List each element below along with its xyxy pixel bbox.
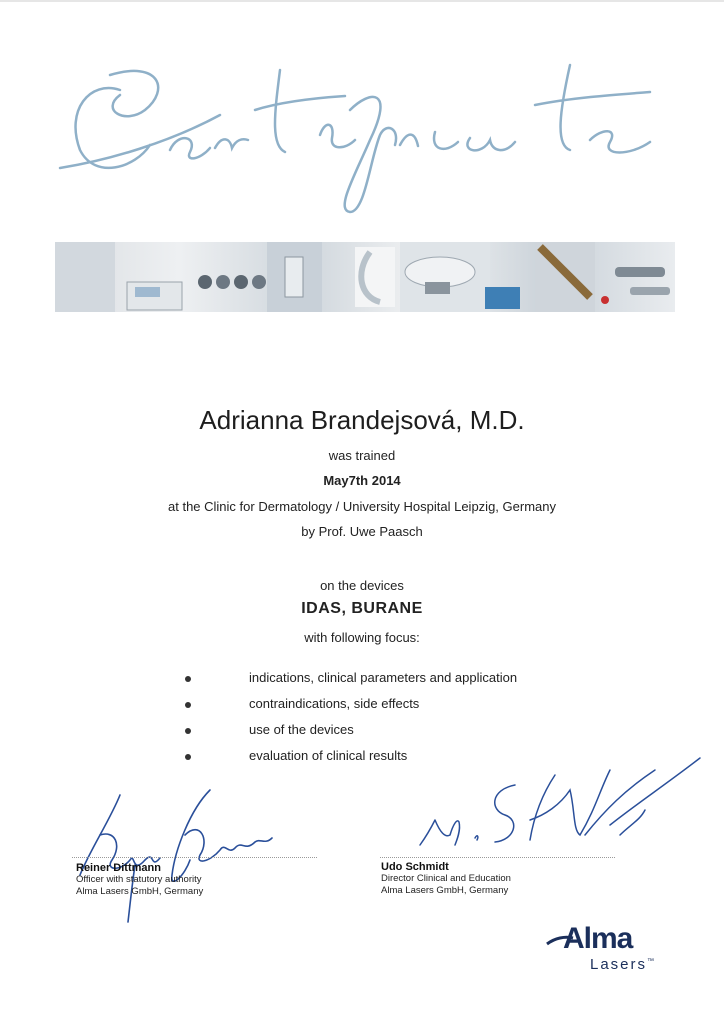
signer-schmidt <box>381 861 511 897</box>
logo-brand: Alma <box>563 922 633 955</box>
recipient-name: Adrianna Brandejsová, M.D. <box>199 405 525 435</box>
signature-line-right <box>380 857 615 858</box>
focus-intro: with following focus: <box>304 630 420 645</box>
bullet-icon <box>185 728 191 734</box>
logo-sub: Lasers™ <box>590 956 655 973</box>
signer-company: Alma Lasers GmbH, Germany <box>381 885 509 896</box>
signer-dittmann <box>76 862 203 898</box>
signer-title: Director Clinical and Education <box>381 873 511 884</box>
list-item: indications, clinical parameters and application <box>185 670 645 696</box>
bullet-icon <box>185 676 191 682</box>
top-border <box>0 0 724 2</box>
devices-list: IDAS, BURANE <box>301 600 423 617</box>
trained-text: was trained <box>328 448 396 463</box>
bullet-icon <box>185 754 191 760</box>
certificate-title-script <box>50 50 670 220</box>
alma-lasers-logo <box>545 922 665 982</box>
signature-line-left <box>72 857 317 858</box>
trainer-text: by Prof. Uwe Paasch <box>301 524 423 539</box>
list-item: contraindications, side effects <box>185 696 645 722</box>
signature-schmidt <box>395 750 705 860</box>
signer-title: Officer with statutory authority <box>76 874 202 885</box>
on-devices-text: on the devices <box>320 578 404 593</box>
training-date: May7th 2014 <box>323 473 401 488</box>
signer-company: Alma Lasers GmbH, Germany <box>76 886 204 897</box>
signer-name: Reiner Dittmann <box>76 862 161 874</box>
list-item: use of the devices <box>185 722 645 748</box>
signer-name: Udo Schmidt <box>381 861 449 873</box>
device-photo-strip <box>55 242 675 312</box>
training-location: at the Clinic for Dermatology / University Hospital Leipzig, Germany <box>168 499 556 514</box>
list-item: evaluation of clinical results <box>185 748 645 774</box>
signature-dittmann <box>60 780 290 925</box>
bullet-icon <box>185 702 191 708</box>
